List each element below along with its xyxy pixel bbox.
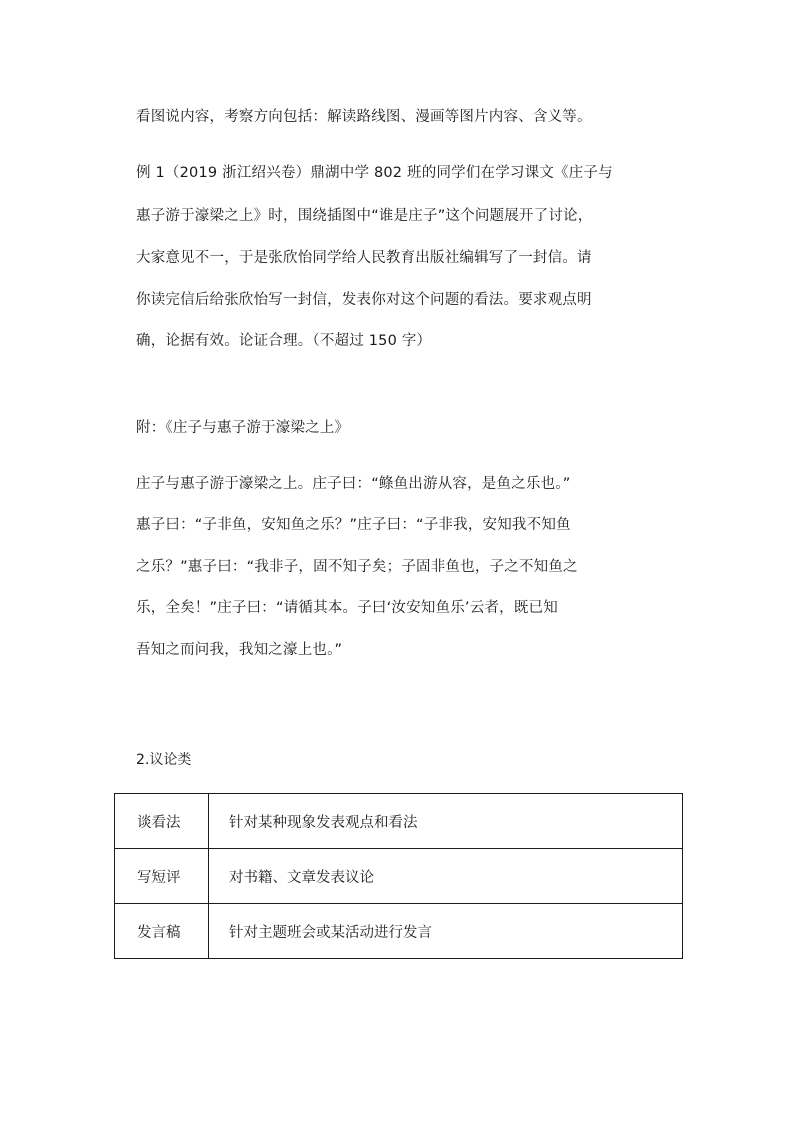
appendix-line-1: 庄子与惠子游于濠梁之上。庄子曰：“鲦鱼出游从容，是鱼之乐也。” bbox=[136, 476, 571, 492]
example-line-4: 你读完信后给张欣怡写一封信，发表你对这个问题的看法。要求观点明 bbox=[136, 292, 592, 308]
table-cell-description: 针对某种现象发表观点和看法 bbox=[209, 794, 683, 849]
appendix-line-3: 之乐？”惠子曰：“我非子，固不知子矣；子固非鱼也，子之不知鱼之 bbox=[136, 559, 578, 575]
table-row bbox=[115, 904, 683, 959]
table-cell-type: 写短评 bbox=[115, 849, 209, 904]
intro-text: 看图说内容，考察方向包括：解读路线图、漫画等图片内容、含义等。 bbox=[136, 109, 592, 125]
example-line-2: 惠子游于濠梁之上》时，围绕插图中“谁是庄子”这个问题展开了讨论， bbox=[136, 208, 593, 224]
table-cell-description: 针对主题班会或某活动进行发言 bbox=[209, 904, 683, 959]
table-row bbox=[115, 794, 683, 849]
appendix-line-2: 惠子曰：“子非鱼，安知鱼之乐？”庄子曰：“子非我，安知我不知鱼 bbox=[136, 517, 571, 533]
example-line-5: 确，论据有效。论证合理。（不超过 150 字） bbox=[136, 333, 432, 349]
writing-types-table bbox=[114, 793, 683, 959]
appendix-title: 附：《庄子与惠子游于濠梁之上》 bbox=[136, 420, 350, 436]
section-heading: 2.议论类 bbox=[136, 752, 192, 768]
table-cell-type: 谈看法 bbox=[115, 794, 209, 849]
appendix-line-5: 吾知之而问我，我知之濠上也。” bbox=[136, 642, 343, 658]
example-line-1: 例 1（2019 浙江绍兴卷）鼎湖中学 802 班的同学们在学习课文《庄子与 bbox=[136, 165, 613, 181]
table-row bbox=[115, 849, 683, 904]
example-line-3: 大家意见不一，于是张欣怡同学给人民教育出版社编辑写了一封信。请 bbox=[136, 250, 592, 266]
table-cell-type: 发言稿 bbox=[115, 904, 209, 959]
table-cell-description: 对书籍、文章发表议论 bbox=[209, 849, 683, 904]
appendix-line-4: 乐，全矣！”庄子曰：“请循其本。子曰‘汝安知鱼乐’云者，既已知 bbox=[136, 600, 558, 616]
